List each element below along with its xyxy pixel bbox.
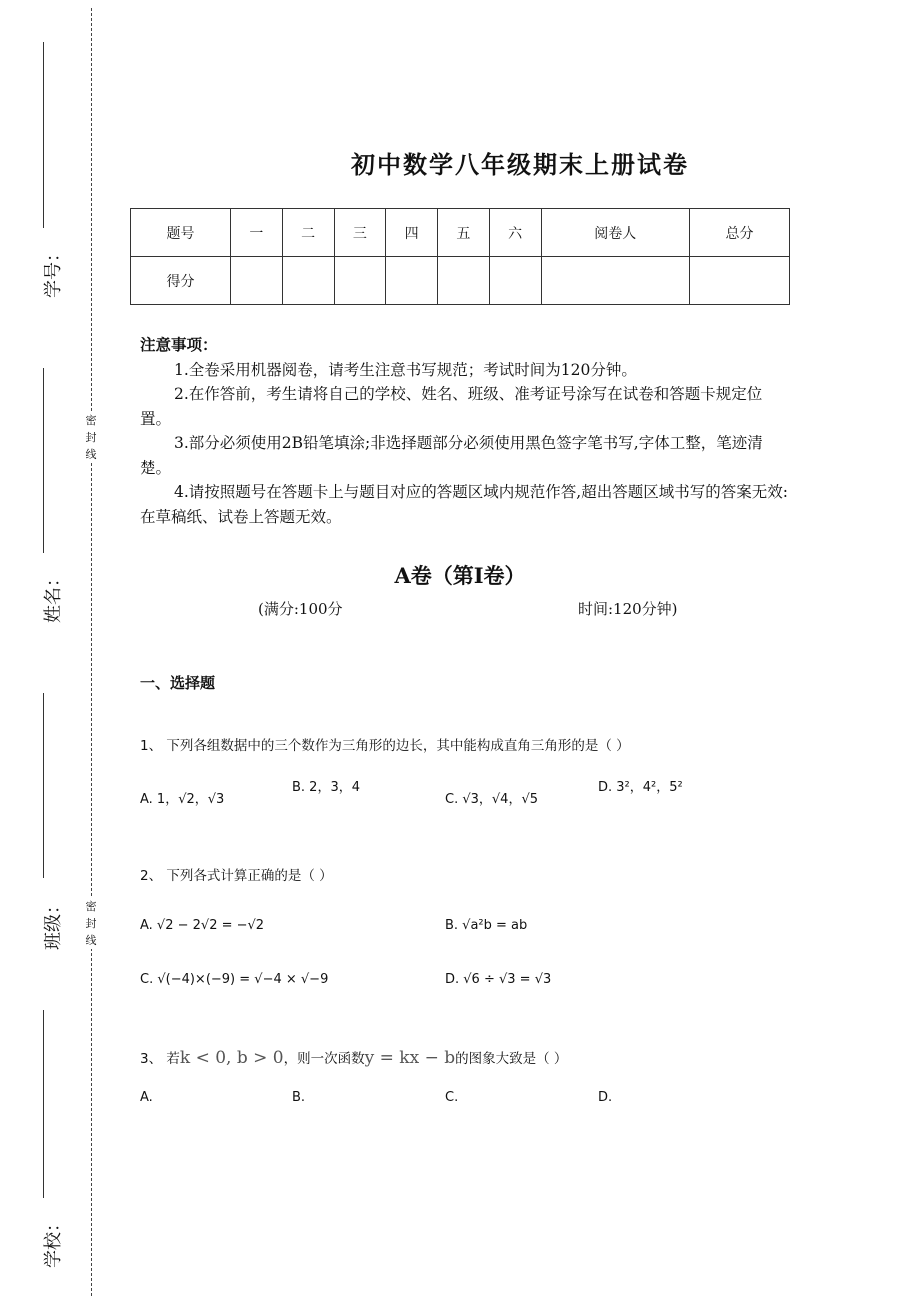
score-cell[interactable] bbox=[438, 257, 490, 305]
notice-item: 3.部分必须使用2B铅笔填涂;非选择题部分必须使用黑色签字笔书写,字体工整，笔迹清楚。 bbox=[140, 434, 763, 477]
name-label: 姓名： bbox=[43, 569, 64, 623]
header-cell: 阅卷人 bbox=[541, 209, 689, 257]
score-table bbox=[130, 208, 790, 305]
header-cell: 五 bbox=[438, 209, 490, 257]
header-cell: 一 bbox=[231, 209, 283, 257]
question-1-option-d[interactable]: D. 3²，4²，5² bbox=[598, 780, 683, 795]
student-id-label: 学号： bbox=[43, 244, 64, 298]
question-2-option-a[interactable]: A. √2 − 2√2 = −√2 bbox=[140, 918, 265, 933]
question-3-option-c[interactable]: C. bbox=[445, 1090, 459, 1105]
notice-item: 2.在作答前，考生请将自己的学校、姓名、班级、准考证号涂写在试卷和答题卡规定位置。 bbox=[140, 385, 763, 428]
question-2-option-b[interactable]: B. √a²b = ab bbox=[445, 918, 528, 933]
score-cell[interactable] bbox=[282, 257, 334, 305]
score-cell[interactable] bbox=[489, 257, 541, 305]
header-cell: 六 bbox=[489, 209, 541, 257]
question-1-option-b[interactable]: B. 2，3，4 bbox=[292, 780, 360, 795]
question-3-option-d[interactable]: D. bbox=[598, 1090, 613, 1105]
header-cell: 二 bbox=[282, 209, 334, 257]
exam-title: 初中数学八年级期末上册试卷 bbox=[351, 150, 689, 179]
notice-item: 1.全卷采用机器阅卷，请考生注意书写规范；考试时间为120分钟。 bbox=[174, 360, 637, 379]
question-3-function: y = kx − b bbox=[364, 1048, 456, 1068]
header-cell: 题号 bbox=[131, 209, 231, 257]
part-title: 一、选择题 bbox=[140, 674, 216, 692]
score-cell[interactable] bbox=[334, 257, 386, 305]
question-3-stem-before: 3、 若 bbox=[140, 1051, 180, 1067]
score-cell[interactable] bbox=[541, 257, 689, 305]
question-2-option-d[interactable]: D. √6 ÷ √3 = √3 bbox=[445, 972, 552, 987]
question-2-stem: 2、 下列各式计算正确的是（ ） bbox=[140, 868, 333, 884]
header-cell: 四 bbox=[386, 209, 438, 257]
student-id-field[interactable] bbox=[43, 42, 44, 228]
class-field[interactable] bbox=[43, 693, 44, 878]
section-title: A卷（第I卷） bbox=[394, 563, 526, 588]
score-cell[interactable] bbox=[386, 257, 438, 305]
question-3-option-b[interactable]: B. bbox=[292, 1090, 306, 1105]
seal-line-upper: 密封线 bbox=[82, 412, 100, 463]
notice-block bbox=[140, 333, 790, 529]
question-3-stem-middle: ，则一次函数 bbox=[283, 1051, 365, 1067]
question-2-option-c[interactable]: C. √(−4)×(−9) = √−4 × √−9 bbox=[140, 972, 329, 987]
question-1-option-a[interactable]: A. 1，√2，√3 bbox=[140, 792, 225, 807]
class-label: 班级： bbox=[43, 896, 64, 950]
seal-line-lower: 密封线 bbox=[82, 898, 100, 949]
question-3-stem-after: 的图象大致是（ ） bbox=[455, 1051, 568, 1067]
score-header-row bbox=[131, 209, 790, 257]
header-cell: 三 bbox=[334, 209, 386, 257]
notice-item: 4.请按照题号在答题卡上与题目对应的答题区域内规范作答,超出答题区域书写的答案无效:在草稿纸、试卷上答题无效。 bbox=[140, 483, 788, 526]
question-3-option-a[interactable]: A. bbox=[140, 1090, 153, 1105]
name-field[interactable] bbox=[43, 368, 44, 553]
score-cell[interactable] bbox=[689, 257, 789, 305]
score-cell[interactable] bbox=[231, 257, 283, 305]
exam-time: 时间:120分钟) bbox=[578, 600, 678, 618]
school-label: 学校： bbox=[43, 1214, 64, 1268]
full-score: (满分:100分 bbox=[258, 600, 343, 618]
question-3-stem bbox=[140, 1047, 567, 1068]
notice-heading: 注意事项： bbox=[140, 335, 218, 354]
question-1-option-c[interactable]: C. √3，√4，√5 bbox=[445, 792, 539, 807]
header-cell: 总分 bbox=[689, 209, 789, 257]
score-input-row bbox=[131, 257, 790, 305]
binding-dashed-line bbox=[91, 8, 92, 1296]
score-row-label: 得分 bbox=[131, 257, 231, 305]
question-1-stem: 1、 下列各组数据中的三个数作为三角形的边长，其中能构成直角三角形的是（ ） bbox=[140, 738, 630, 754]
school-field[interactable] bbox=[43, 1010, 44, 1198]
question-3-condition: k < 0, b > 0 bbox=[179, 1048, 284, 1068]
